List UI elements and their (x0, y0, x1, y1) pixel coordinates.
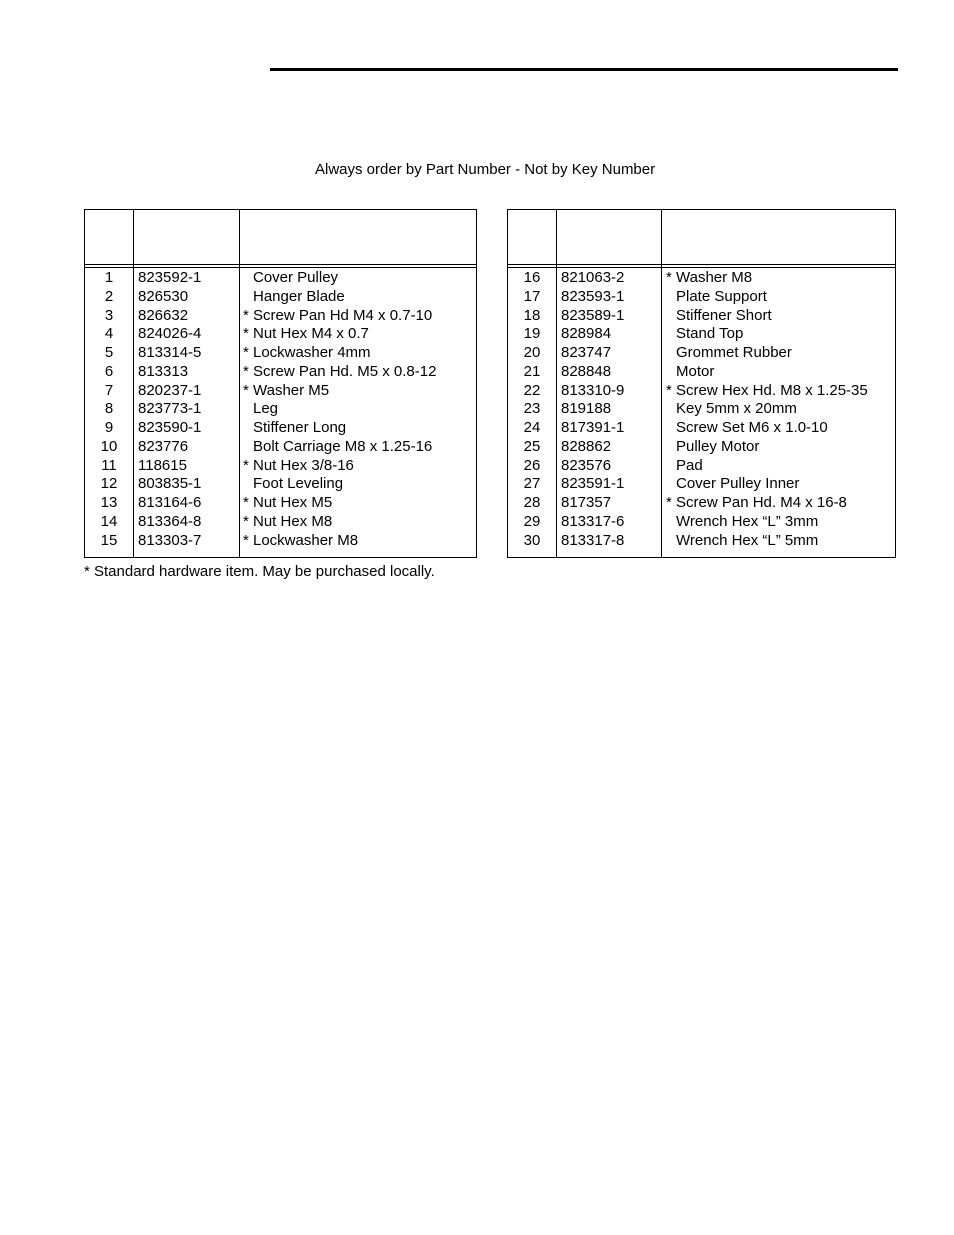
parts-table-left (84, 209, 477, 558)
standard-hardware-mark: * (243, 344, 249, 361)
table-row (508, 513, 895, 532)
table-row (85, 475, 476, 494)
part-description: Nut Hex M8 (253, 512, 333, 530)
key-number: 1 (104, 269, 114, 286)
key-number: 23 (523, 400, 541, 418)
key-number: 17 (523, 287, 541, 305)
part-number: 826530 (138, 287, 189, 305)
key-number: 28 (523, 494, 541, 511)
table-row (508, 438, 895, 457)
table-row (508, 457, 895, 476)
parts-list (508, 269, 895, 550)
key-number: 15 (100, 531, 118, 549)
part-number: 819188 (561, 400, 612, 418)
part-description: Cover Pulley Inner (676, 475, 800, 493)
table-row (85, 269, 476, 288)
key-number: 16 (523, 269, 541, 286)
part-number: 823592-1 (138, 269, 202, 286)
table-row (508, 400, 895, 419)
part-description: Cover Pulley (253, 269, 339, 286)
key-number: 8 (104, 400, 114, 418)
part-description: Pad (676, 456, 703, 474)
part-number: 820237-1 (138, 381, 202, 399)
standard-hardware-mark: * (666, 381, 672, 399)
order-note: Always order by Part Number - Not by Key Number (315, 161, 656, 178)
table-row (85, 363, 476, 382)
table-row (85, 382, 476, 401)
top-rule (270, 68, 898, 71)
table-row (85, 307, 476, 326)
part-description: Nut Hex M5 (253, 494, 333, 511)
part-number: 813310-9 (561, 381, 625, 399)
part-number: 813317-8 (561, 531, 625, 549)
standard-hardware-mark: * (243, 531, 249, 549)
standard-hardware-mark: * (243, 456, 249, 474)
header-rule (85, 267, 476, 268)
part-number: 813164-6 (138, 494, 202, 511)
part-number: 828984 (561, 325, 612, 343)
part-number: 826632 (138, 306, 189, 324)
part-description: Wrench Hex “L” 3mm (676, 512, 819, 530)
part-description: Nut Hex 3/8-16 (253, 456, 354, 474)
table-row (85, 325, 476, 344)
table-row (508, 325, 895, 344)
standard-hardware-mark: * (243, 325, 249, 343)
part-description: Lockwasher M8 (253, 531, 359, 549)
part-description: Screw Set M6 x 1.0-10 (676, 419, 828, 436)
part-description: Foot Leveling (253, 475, 344, 493)
table-row (508, 307, 895, 326)
table-row (508, 344, 895, 363)
part-number: 823590-1 (138, 419, 202, 436)
key-number: 19 (523, 325, 541, 343)
key-number: 11 (101, 456, 117, 474)
part-number: 823593-1 (561, 287, 625, 305)
key-number: 24 (523, 419, 541, 436)
part-number: 823589-1 (561, 306, 625, 324)
table-row (85, 457, 476, 476)
part-number: 823747 (561, 344, 612, 361)
part-number: 823776 (138, 437, 189, 455)
table-row (508, 494, 895, 513)
part-description: Screw Hex Hd. M8 x 1.25-35 (676, 381, 868, 399)
header-rule (508, 264, 895, 265)
key-number: 5 (104, 344, 114, 361)
part-number: 823773-1 (138, 400, 202, 418)
part-number: 823591-1 (561, 475, 625, 493)
standard-hardware-mark: * (243, 494, 249, 511)
table-row (85, 532, 476, 551)
key-number: 2 (104, 287, 114, 305)
key-number: 29 (523, 512, 541, 530)
part-description: Screw Pan Hd. M4 x 16-8 (676, 494, 847, 511)
key-number: 25 (523, 437, 541, 455)
part-number: 813303-7 (138, 531, 202, 549)
part-number: 823576 (561, 456, 612, 474)
part-description: Stiffener Long (253, 419, 347, 436)
table-row (85, 419, 476, 438)
part-number: 821063-2 (561, 269, 625, 286)
header-rule (85, 264, 476, 265)
footnote: * Standard hardware item. May be purchased locally. (84, 563, 435, 580)
part-description: Grommet Rubber (676, 344, 792, 361)
part-number: 803835-1 (138, 475, 202, 493)
table-row (508, 419, 895, 438)
part-description: Stand Top (676, 325, 744, 343)
part-number: 813313 (138, 362, 189, 380)
header-rule (508, 267, 895, 268)
key-number: 22 (523, 381, 541, 399)
table-row (508, 475, 895, 494)
table-row (85, 288, 476, 307)
key-number: 10 (100, 437, 118, 455)
key-number: 13 (100, 494, 118, 511)
part-description: Plate Support (676, 287, 767, 305)
table-row (85, 438, 476, 457)
part-number: 828862 (561, 437, 612, 455)
part-number: 813364-8 (138, 512, 202, 530)
key-number: 6 (104, 362, 114, 380)
table-row (508, 288, 895, 307)
part-number: 828848 (561, 362, 612, 380)
key-number: 20 (523, 344, 541, 361)
part-description: Wrench Hex “L” 5mm (676, 531, 819, 549)
part-number: 817357 (561, 494, 612, 511)
part-number: 817391-1 (561, 419, 625, 436)
part-description: Screw Pan Hd. M5 x 0.8-12 (253, 362, 437, 380)
part-description: Leg (253, 400, 279, 418)
part-number: 824026-4 (138, 325, 202, 343)
standard-hardware-mark: * (243, 512, 249, 530)
key-number: 18 (523, 306, 541, 324)
table-row (85, 494, 476, 513)
key-number: 3 (104, 306, 114, 324)
key-number: 7 (104, 381, 114, 399)
standard-hardware-mark: * (243, 306, 249, 324)
part-description: Key 5mm x 20mm (676, 400, 797, 418)
parts-table-right (507, 209, 896, 558)
standard-hardware-mark: * (243, 381, 249, 399)
part-description: Washer M5 (253, 381, 330, 399)
table-row (508, 269, 895, 288)
key-number: 4 (104, 325, 114, 343)
key-number: 21 (523, 362, 541, 380)
key-number: 9 (104, 419, 114, 436)
part-description: Nut Hex M4 x 0.7 (253, 325, 369, 343)
standard-hardware-mark: * (666, 494, 672, 511)
part-description: Lockwasher 4mm (253, 344, 371, 361)
part-description: Motor (676, 362, 715, 380)
key-number: 27 (523, 475, 541, 493)
table-row (85, 400, 476, 419)
key-number: 30 (523, 531, 541, 549)
part-description: Screw Pan Hd M4 x 0.7-10 (253, 306, 433, 324)
key-number: 26 (523, 456, 541, 474)
standard-hardware-mark: * (666, 269, 672, 286)
table-row (508, 532, 895, 551)
table-row (508, 382, 895, 401)
key-number: 14 (100, 512, 118, 530)
part-description: Washer M8 (676, 269, 753, 286)
key-number: 12 (100, 475, 118, 493)
table-row (85, 513, 476, 532)
table-row (508, 363, 895, 382)
part-description: Pulley Motor (676, 437, 760, 455)
part-number: 813314-5 (138, 344, 202, 361)
part-number: 813317-6 (561, 512, 625, 530)
parts-list (85, 269, 476, 550)
table-row (85, 344, 476, 363)
part-number: 118615 (138, 456, 187, 474)
standard-hardware-mark: * (243, 362, 249, 380)
part-description: Stiffener Short (676, 306, 772, 324)
part-description: Bolt Carriage M8 x 1.25-16 (253, 437, 433, 455)
part-description: Hanger Blade (253, 287, 345, 305)
